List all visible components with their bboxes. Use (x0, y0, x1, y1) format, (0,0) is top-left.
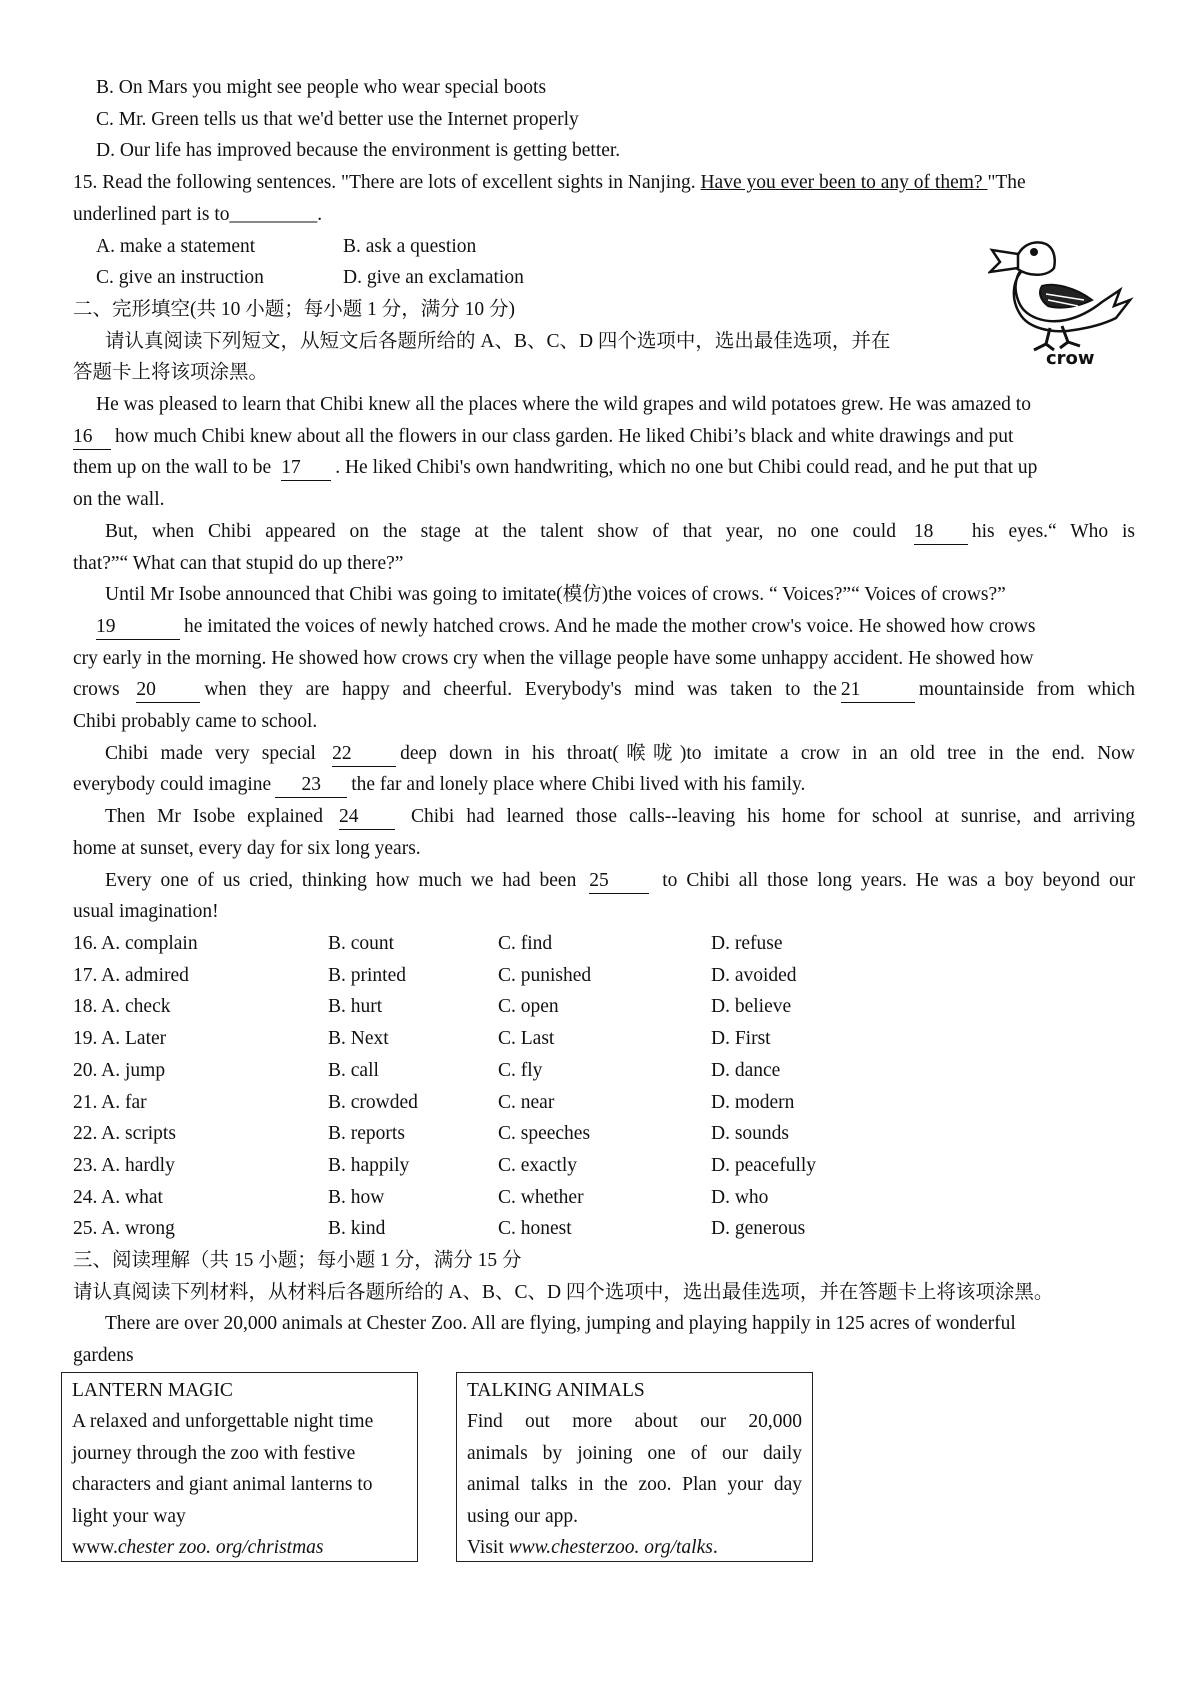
q14-option-b: B. On Mars you might see people who wear special boots (96, 77, 547, 98)
blank-25: 25 (589, 869, 649, 894)
blank-17: 17 (281, 456, 331, 481)
blank-19: 19 (96, 615, 180, 640)
blank-20: 20 (136, 678, 200, 703)
choice-row-20: 20. A. jump B. call C. fly D. dance (73, 1059, 781, 1081)
blank-21: 21 (841, 678, 915, 703)
choice-row-21: 21. A. far B. crowded C. near D. modern (73, 1091, 795, 1113)
cloze-choices (73, 928, 1135, 1245)
section2-instruction: 请认真阅读下列短文，从短文后各题所给的 A、B、C、D 四个选项中，选出最佳选项，并在 (105, 330, 891, 352)
blank-22: 22 (332, 742, 396, 767)
section3-instruction: 请认真阅读下列材料，从材料后各题所给的 A、B、C、D 四个选项中，选出最佳选项，并在答题卡上将该项涂黑。 (73, 1281, 1054, 1303)
exam-page (73, 72, 1135, 1568)
q14-options (73, 72, 1135, 167)
box-title: LANTERN MAGIC (72, 1379, 233, 1401)
box-url: Visit www.chesterzoo. org/talks. (467, 1537, 718, 1559)
box-url: www.chester zoo. org/christmas (72, 1537, 324, 1559)
q15-option-c: C. give an instruction (96, 267, 264, 289)
choice-row-19: 19. A. Later B. Next C. Last D. First (73, 1028, 771, 1050)
blank-24: 24 (339, 805, 395, 830)
blank-18: 18 (914, 520, 968, 545)
choice-row-16: 16. A. complain B. count C. find D. refuse (73, 932, 783, 954)
q14-option-c: C. Mr. Green tells us that we'd better use the Internet properly (96, 108, 579, 130)
crow-label: crow (1046, 348, 1095, 368)
reading-intro-cont: gardens (73, 1345, 134, 1367)
box-title: TALKING ANIMALS (467, 1379, 645, 1401)
crow-icon (988, 228, 1138, 368)
q15-options (73, 231, 1135, 294)
crow-illustration (988, 228, 1138, 368)
blank-16: 16 (73, 425, 111, 450)
choice-row-17: 17. A. admired B. printed C. punished D. avoided (73, 964, 797, 986)
reading-intro: There are over 20,000 animals at Chester Zoo. All are flying, jumping and playing happily in 125 acres of wonderful (105, 1313, 1016, 1335)
q15-option-d: D. give an exclamation (343, 267, 524, 289)
cloze-passage: He was pleased to learn that Chibi knew all the places where the wild grapes and wild potatoes grew. He was amazed to 16 how much Chibi knew about all the flowers in our class garden. He liked Chibi’s black and white drawings and put them up on the wall to be 17 . He liked Chibi's own handwriting, which no one but Chibi could read, and he put that up on the wall. But, when Chibi appeared on the stage at the talent show of that year, no one could 18 his eyes.“ Who is that?”“ What can that stupid do up there?” Until Mr Isobe announced that Chibi was going to imitate(模仿)the voices of crows. “ Voices?”“ Voices of crows?” 19 he imitated the voices of newly hatched crows. And he made the mother crow's voice. He showed how crows cry early in the morning. He showed how crows cry when the village people have some unhappy accident. He showed how crows 20 when they are happy and cheerful. Everybody's mind was taken to the 21 mountainside from which Chibi probably came to school. Chibi made very special 22 deep down in his throat(喉咙)to imitate a crow in an old tree in the end. Now everybody could imagine 23 the far and lonely place where Chibi lived with his family. Then Mr Isobe explained 24 Chibi had learned those calls--leaving his home for school at sunrise, and arriving home at sunset, every day for six long years. Every one of us cried, thinking how much we had been 25 to Chibi all those long years. He was a boy beyond our usual imagination! (73, 394, 1136, 923)
section2-heading: 二、完形填空(共 10 小题；每小题 1 分，满分 10 分) (73, 298, 515, 320)
ad-boxes (73, 1372, 1135, 1568)
q15-stem: 15. Read the following sentences. "There are lots of excellent sights in Nanjing. Have you ever been to any of them? "The (73, 172, 1026, 194)
q15-stem-line2: underlined part is to_________. (73, 203, 323, 225)
choice-row-24: 24. A. what B. how C. whether D. who (73, 1186, 769, 1208)
q14-option-d: D. Our life has improved because the environment is getting better. (96, 140, 621, 162)
q15-underlined-sentence: Have you ever been to any of them? (700, 172, 988, 194)
blank-23: 23 (275, 773, 347, 798)
lantern-magic-box: LANTERN MAGIC A relaxed and unforgettable night time journey through the zoo with festive characters and giant animal lanterns to light your way www.chester zoo. org/christmas (61, 1372, 418, 1562)
q15-option-b: B. ask a question (343, 235, 477, 257)
talking-animals-box: TALKING ANIMALS Find out more about our 20,000 animals by joining one of our daily animal talks in the zoo. Plan your day using our app. Visit www.chesterzoo. org/talks. (456, 1372, 813, 1562)
choice-row-18: 18. A. check B. hurt C. open D. believe (73, 996, 792, 1018)
choice-row-23: 23. A. hardly B. happily C. exactly D. peacefully (73, 1154, 817, 1176)
q15-option-a: A. make a statement (96, 235, 256, 257)
section3-heading: 三、阅读理解（共 15 小题；每小题 1 分，满分 15 分 (73, 1250, 522, 1272)
choice-row-22: 22. A. scripts B. reports C. speeches D. sounds (73, 1123, 790, 1145)
choice-row-25: 25. A. wrong B. kind C. honest D. generous (73, 1218, 806, 1240)
section2-instruction-cont: 答题卡上将该项涂黑。 (73, 362, 269, 384)
